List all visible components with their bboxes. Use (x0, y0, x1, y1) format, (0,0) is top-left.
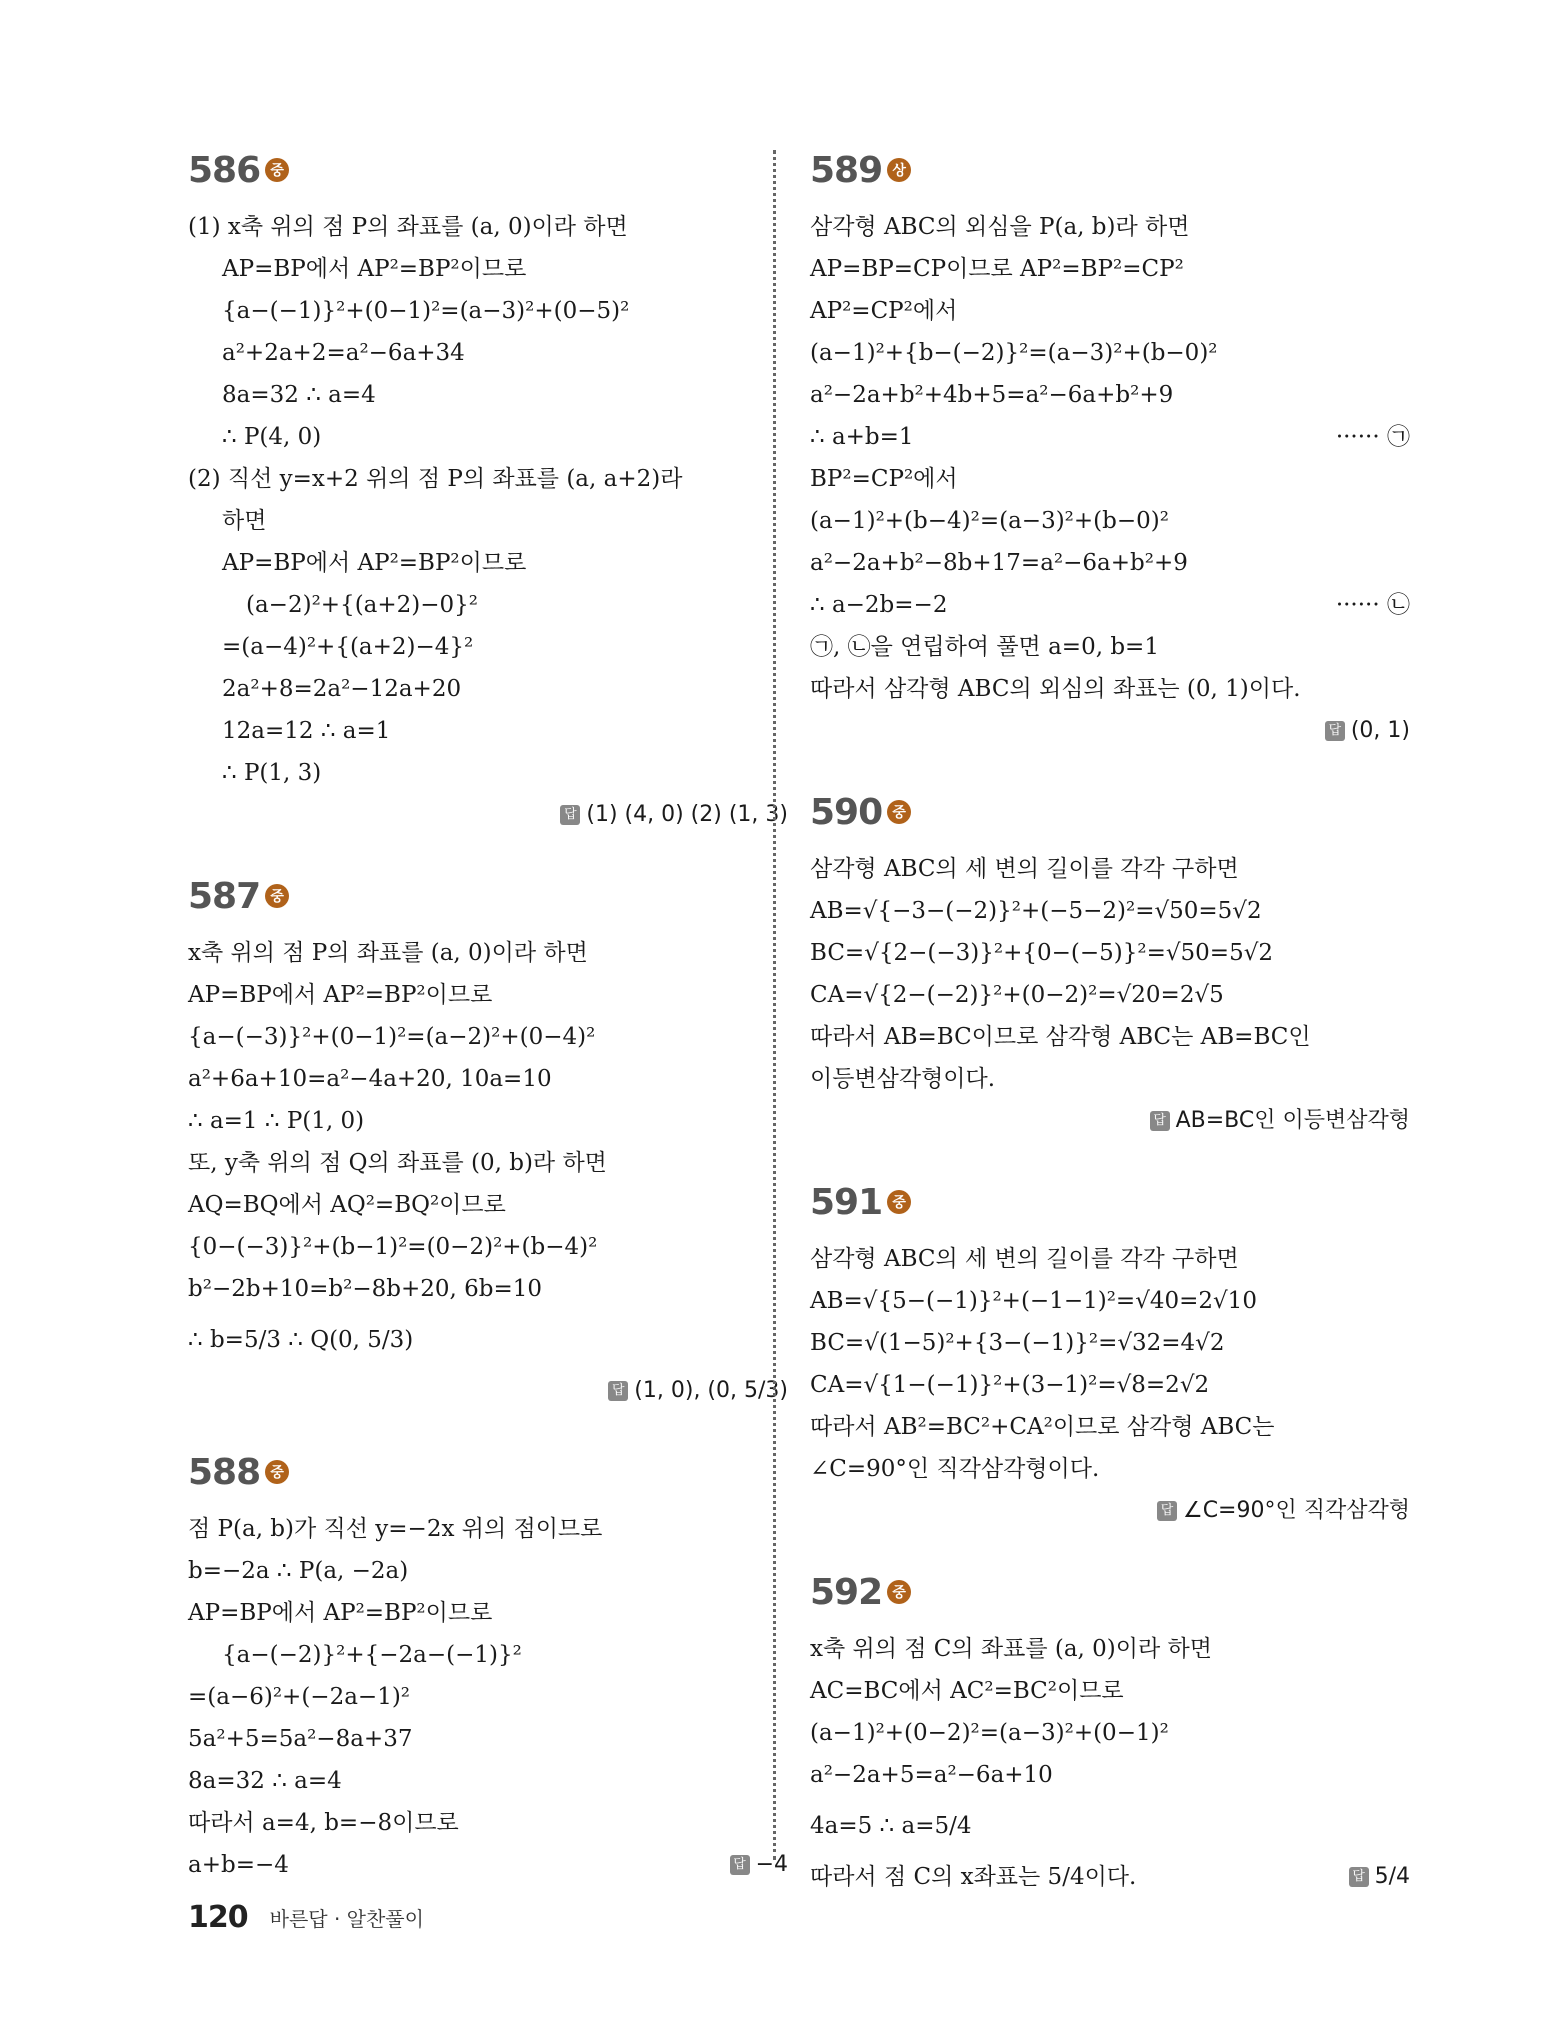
solution-line: AP=BP에서 AP²=BP²이므로 (188, 1600, 493, 1626)
answer-icon: 답 (560, 805, 580, 825)
answer (810, 1490, 1410, 1532)
solution-line: =(a−4)²+{(a+2)−4}² (222, 634, 474, 660)
solution-line: 따라서 삼각형 ABC의 외심의 좌표는 (0, 1)이다. (810, 676, 1301, 702)
solution-text: 따라서 점 C의 x좌표는 5/4이다. (810, 1864, 1137, 1890)
solution-line (810, 584, 1410, 626)
problem-592 (810, 1562, 1410, 1898)
solution-line: 따라서 AB²=BC²+CA²이므로 삼각형 ABC는 (810, 1414, 1275, 1440)
solution-line: AP=BP에서 AP²=BP²이므로 (188, 982, 493, 1008)
equation-tag: ······ ㉠ (1335, 424, 1410, 450)
answer-value: (0, 1) (1350, 718, 1410, 743)
answer-icon: 답 (730, 1855, 750, 1875)
final-line (188, 1844, 788, 1886)
solution-line: AP²=CP²에서 (810, 298, 958, 324)
problem-590 (810, 782, 1410, 1142)
answer (188, 1370, 788, 1412)
solution-line: 점 P(a, b)가 직선 y=−2x 위의 점이므로 (188, 1516, 603, 1542)
answer-icon: 답 (1349, 1867, 1369, 1887)
problem-header (188, 140, 788, 200)
solution-line: CA=√{1−(−1)}²+(3−1)²=√8=2√2 (810, 1372, 1210, 1398)
difficulty-badge: 중 (265, 884, 289, 908)
answer-value: (1, 0), (0, 5/3) (634, 1378, 788, 1403)
difficulty-badge: 중 (887, 1580, 911, 1604)
solution-line: ∴ b=5/3 ∴ Q(0, 5/3) (188, 1327, 414, 1353)
difficulty-badge: 중 (887, 1190, 911, 1214)
answer-value: AB=BC인 이등변삼각형 (1175, 1108, 1410, 1133)
solution-line: {0−(−3)}²+(b−1)²=(0−2)²+(b−4)² (188, 1234, 598, 1260)
answer (810, 710, 1410, 752)
solution-line: 삼각형 ABC의 세 변의 길이를 각각 구하면 (810, 856, 1239, 882)
answer-value: (1) (4, 0) (2) (1, 3) (586, 802, 788, 827)
problem-number: 588 (188, 1451, 261, 1493)
answer (730, 1844, 788, 1886)
problem-number: 589 (810, 149, 883, 191)
solution-line: BC=√{2−(−3)}²+{0−(−5)}²=√50=5√2 (810, 940, 1273, 966)
page-number: 120 (188, 1900, 248, 1935)
solution-line: AP=BP=CP이므로 AP²=BP²=CP² (810, 256, 1184, 282)
answer (810, 1100, 1410, 1142)
problem-586 (188, 140, 788, 836)
solution-line: {a−(−1)}²+(0−1)²=(a−3)²+(0−5)² (222, 298, 630, 324)
solution-line: 8a=32 ∴ a=4 (188, 1768, 342, 1794)
solution-line: 하면 (222, 508, 267, 534)
solution-line: ∴ P(1, 3) (222, 760, 322, 786)
solution-line: (a−1)²+(0−2)²=(a−3)²+(0−1)² (810, 1720, 1169, 1746)
solution-line: AP=BP에서 AP²=BP²이므로 (222, 256, 527, 282)
solution-line: 삼각형 ABC의 세 변의 길이를 각각 구하면 (810, 1246, 1239, 1272)
solution-line: 2a²+8=2a²−12a+20 (222, 676, 462, 702)
answer (188, 794, 788, 836)
solution-line: a²+6a+10=a²−4a+20, 10a=10 (188, 1066, 552, 1092)
solution-line: {a−(−3)}²+(0−1)²=(a−2)²+(0−4)² (188, 1024, 596, 1050)
solution-line: AP=BP에서 AP²=BP²이므로 (222, 550, 527, 576)
solution-line: 8a=32 ∴ a=4 (222, 382, 376, 408)
solution-line: 삼각형 ABC의 외심을 P(a, b)라 하면 (810, 214, 1190, 240)
problem-588 (188, 1442, 788, 1886)
problem-number: 592 (810, 1571, 883, 1613)
problem-header (810, 140, 1410, 200)
solution-line: ∠C=90°인 직각삼각형이다. (810, 1456, 1100, 1482)
solution-line: AC=BC에서 AC²=BC²이므로 (810, 1678, 1124, 1704)
solution-line: 따라서 AB=BC이므로 삼각형 ABC는 AB=BC인 (810, 1024, 1311, 1050)
solution-line: (a−2)²+{(a+2)−0}² (246, 592, 479, 618)
solution-text: ∴ a−2b=−2 (810, 592, 948, 618)
solution-line: (2) 직선 y=x+2 위의 점 P의 좌표를 (a, a+2)라 (188, 466, 683, 492)
solution-line (810, 416, 1410, 458)
problem-number: 586 (188, 149, 261, 191)
solution-line: ㉠, ㉡을 연립하여 풀면 a=0, b=1 (810, 634, 1159, 660)
solution-line: 5a²+5=5a²−8a+37 (188, 1726, 413, 1752)
solution-line: 12a=12 ∴ a=1 (222, 718, 391, 744)
solution-line: 또, y축 위의 점 Q의 좌표를 (0, b)라 하면 (188, 1150, 607, 1176)
solution-line: x축 위의 점 C의 좌표를 (a, 0)이라 하면 (810, 1636, 1212, 1662)
solution-line: CA=√{2−(−2)}²+(0−2)²=√20=2√5 (810, 982, 1224, 1008)
problem-number: 590 (810, 791, 883, 833)
problem-589 (810, 140, 1410, 752)
problem-header (810, 1562, 1410, 1622)
solution-line: BC=√(1−5)²+{3−(−1)}²=√32=4√2 (810, 1330, 1225, 1356)
answer-icon: 답 (1325, 721, 1345, 741)
answer-value: ∠C=90°인 직각삼각형 (1182, 1498, 1410, 1523)
problem-591 (810, 1172, 1410, 1532)
problem-number: 587 (188, 875, 261, 917)
solution-line: a²+2a+2=a²−6a+34 (222, 340, 465, 366)
solution-line: (a−1)²+{b−(−2)}²=(a−3)²+(b−0)² (810, 340, 1218, 366)
solution-line: ∴ a=1 ∴ P(1, 0) (188, 1108, 365, 1134)
answer (1349, 1856, 1410, 1898)
solution-line: b²−2b+10=b²−8b+20, 6b=10 (188, 1276, 543, 1302)
solution-line: =(a−6)²+(−2a−1)² (188, 1684, 411, 1710)
problem-587 (188, 866, 788, 1412)
left-column (188, 140, 788, 1916)
difficulty-badge: 상 (887, 158, 911, 182)
solution-line: {a−(−2)}²+{−2a−(−1)}² (222, 1642, 522, 1668)
page-label: 바른답 · 알찬풀이 (269, 1907, 424, 1931)
answer-icon: 답 (1150, 1111, 1170, 1131)
solution-line: BP²=CP²에서 (810, 466, 958, 492)
solution-line: a²−2a+b²−8b+17=a²−6a+b²+9 (810, 550, 1188, 576)
answer-value: 5/4 (1374, 1864, 1410, 1889)
solution-line: (1) x축 위의 점 P의 좌표를 (a, 0)이라 하면 (188, 214, 628, 240)
page-footer (188, 1900, 424, 1935)
right-column (810, 140, 1410, 1928)
solution-line: AQ=BQ에서 AQ²=BQ²이므로 (188, 1192, 506, 1218)
equation-tag: ······ ㉡ (1335, 592, 1410, 618)
difficulty-badge: 중 (265, 158, 289, 182)
problem-header (188, 1442, 788, 1502)
solution-line: ∴ P(4, 0) (222, 424, 322, 450)
answer-value: −4 (755, 1852, 788, 1877)
problem-header (810, 1172, 1410, 1232)
problem-number: 591 (810, 1181, 883, 1223)
solution-text: a+b=−4 (188, 1852, 289, 1878)
difficulty-badge: 중 (265, 1460, 289, 1484)
solution-line: 4a=5 ∴ a=5/4 (810, 1813, 972, 1839)
solution-line: a²−2a+b²+4b+5=a²−6a+b²+9 (810, 382, 1174, 408)
solution-line: b=−2a ∴ P(a, −2a) (188, 1558, 409, 1584)
solution-line: (a−1)²+(b−4)²=(a−3)²+(b−0)² (810, 508, 1169, 534)
solution-text: ∴ a+b=1 (810, 424, 914, 450)
solution-line: AB=√{−3−(−2)}²+(−5−2)²=√50=5√2 (810, 898, 1262, 924)
solution-line: 따라서 a=4, b=−8이므로 (188, 1810, 459, 1836)
solution-line: 이등변삼각형이다. (810, 1066, 996, 1092)
answer-icon: 답 (608, 1381, 628, 1401)
solution-line: x축 위의 점 P의 좌표를 (a, 0)이라 하면 (188, 940, 588, 966)
difficulty-badge: 중 (887, 800, 911, 824)
solution-line: AB=√{5−(−1)}²+(−1−1)²=√40=2√10 (810, 1288, 1257, 1314)
problem-header (810, 782, 1410, 842)
column-divider (773, 150, 776, 1860)
problem-header (188, 866, 788, 926)
answer-icon: 답 (1157, 1501, 1177, 1521)
solution-line: a²−2a+5=a²−6a+10 (810, 1762, 1053, 1788)
final-line (810, 1856, 1410, 1898)
